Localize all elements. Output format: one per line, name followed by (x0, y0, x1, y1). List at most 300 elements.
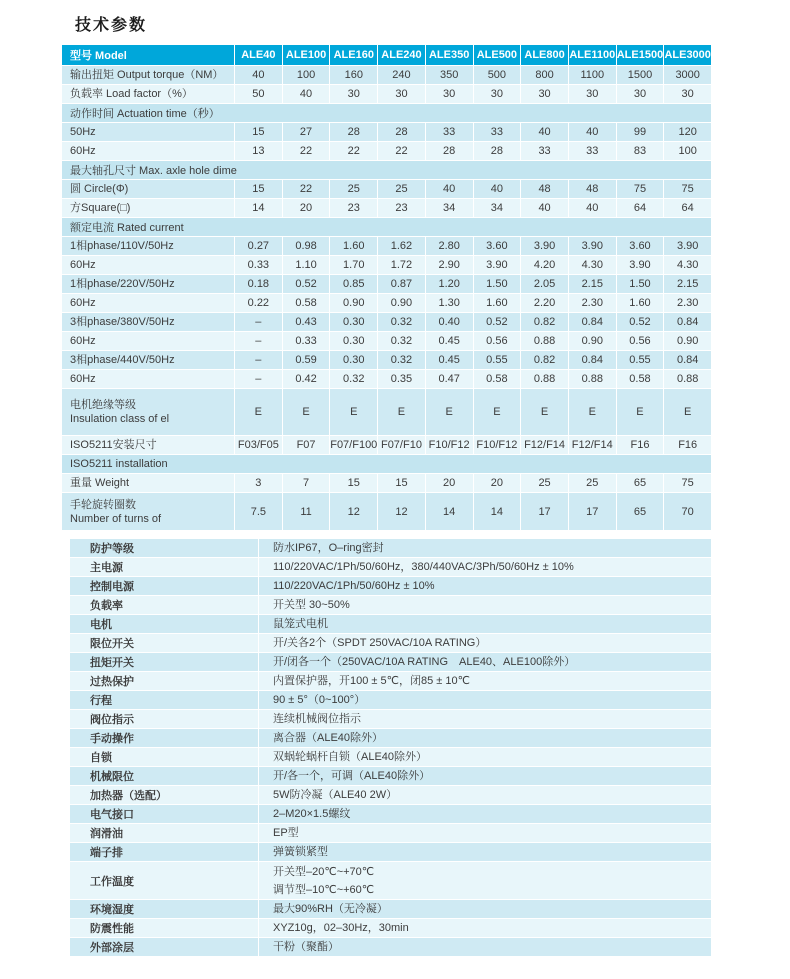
spec-cell-value: 33 (473, 123, 521, 141)
spec-cell-value: 28 (425, 142, 473, 160)
detail-row (70, 672, 711, 691)
spec-cell-value: 500 (473, 66, 521, 84)
detail-row-label: 环境湿度 (90, 904, 134, 916)
spec-cell-value: 27 (282, 123, 330, 141)
spec-row-label (62, 180, 234, 198)
spec-cell-value: E (425, 389, 473, 435)
spec-cell-value: 40 (473, 180, 521, 198)
spec-row-label (62, 237, 234, 255)
spec-cell-value: 40 (520, 123, 568, 141)
spec-cell-value: 40 (282, 85, 330, 103)
detail-row-label: 限位开关 (90, 638, 134, 650)
spec-cell-value: 15 (234, 180, 282, 198)
spec-cell-value: 0.58 (473, 370, 521, 388)
detail-row-value (258, 577, 711, 595)
page-title: 技术参数 (75, 17, 148, 34)
detail-row-value (258, 805, 711, 823)
spec-cell-value: 15 (234, 123, 282, 141)
detail-row-value (258, 691, 711, 709)
spec-cell-value: 0.33 (234, 256, 282, 274)
spec-data-row (62, 199, 711, 218)
spec-cell-value: 30 (377, 85, 425, 103)
spec-section-label: ISO5211 installation (70, 458, 168, 470)
detail-value-line1: 开/关各2个（SPDT 250VAC/10A RATING） (273, 637, 487, 649)
detail-row-label: 机械限位 (90, 771, 134, 783)
spec-row-label-line1: 方Square(□) (70, 202, 131, 214)
spec-cell-value: 25 (568, 474, 616, 492)
spec-cell-value: 0.84 (663, 351, 711, 369)
spec-cell-value: 7.5 (234, 493, 282, 530)
spec-row-label-line1: 1相phase/220V/50Hz (70, 278, 175, 290)
detail-row-label: 防震性能 (90, 923, 134, 935)
spec-row-label-line1: 1相phase/110V/50Hz (70, 240, 174, 252)
spec-header-model: ALE3000 (663, 45, 711, 65)
spec-cell-value: E (520, 389, 568, 435)
detail-value-line1: 最大90%RH（无冷凝） (273, 903, 388, 915)
detail-row-value (258, 596, 711, 614)
spec-cell-value: 64 (663, 199, 711, 217)
spec-cell-value: 120 (663, 123, 711, 141)
detail-row-value (258, 615, 711, 633)
detail-value-line1: 鼠笼式电机 (273, 618, 328, 630)
spec-section-label: 额定电流 Rated current (70, 222, 184, 234)
detail-row-label: 防护等级 (90, 543, 134, 555)
detail-value-line1: 防水IP67，O–ring密封 (273, 542, 384, 554)
detail-row-value (258, 824, 711, 842)
spec-cell-value: 3.60 (616, 237, 664, 255)
spec-row-label (62, 123, 234, 141)
detail-row (70, 596, 711, 615)
spec-cell-value: 15 (329, 474, 377, 492)
spec-data-row (62, 370, 711, 389)
spec-cell-value: 100 (663, 142, 711, 160)
spec-cell-value: 0.52 (473, 313, 521, 331)
detail-value-line1: EP型 (273, 827, 299, 839)
spec-cell-value: 0.35 (377, 370, 425, 388)
spec-cell-value: 1100 (568, 66, 616, 84)
detail-row (70, 767, 711, 786)
spec-row-label-line1: 手轮旋转圈数 (70, 498, 136, 511)
detail-row-value (258, 900, 711, 918)
detail-value-line1: 干粉（聚酯） (273, 941, 339, 953)
spec-cell-value: 0.32 (377, 313, 425, 331)
spec-cell-value: – (234, 313, 282, 331)
spec-row-label-line1: 3相phase/440V/50Hz (70, 354, 175, 366)
spec-header-model: ALE40 (234, 45, 282, 65)
spec-data-row (62, 313, 711, 332)
spec-cell-value: 83 (616, 142, 664, 160)
spec-cell-value: 0.90 (329, 294, 377, 312)
detail-row-label: 电机 (90, 619, 112, 631)
spec-cell-value: E (377, 389, 425, 435)
spec-data-row (62, 85, 711, 104)
detail-row-label: 行程 (90, 695, 112, 707)
spec-cell-value: 30 (568, 85, 616, 103)
spec-cell-value: 64 (616, 199, 664, 217)
detail-row (70, 919, 711, 938)
spec-cell-value: 2.30 (663, 294, 711, 312)
spec-cell-value: 48 (520, 180, 568, 198)
spec-row-label-line1: 圆 Circle(Φ) (70, 183, 129, 195)
spec-section-label: 最大轴孔尺寸 Max. axle hole dime (70, 165, 237, 177)
spec-cell-value: E (568, 389, 616, 435)
spec-row-label (62, 199, 234, 217)
spec-cell-value: 1.62 (377, 237, 425, 255)
spec-cell-value: 0.88 (520, 332, 568, 350)
spec-row-label (62, 256, 234, 274)
spec-cell-value: 0.98 (282, 237, 330, 255)
detail-row-label: 自锁 (90, 752, 112, 764)
spec-cell-value: – (234, 351, 282, 369)
detail-row-label: 电气接口 (90, 809, 134, 821)
detail-row-value (258, 862, 711, 899)
spec-cell-value: 1.60 (329, 237, 377, 255)
spec-cell-value: 40 (568, 199, 616, 217)
spec-cell-value: 22 (329, 142, 377, 160)
spec-cell-value: E (329, 389, 377, 435)
spec-cell-value: 25 (329, 180, 377, 198)
spec-cell-value: 30 (329, 85, 377, 103)
detail-row-label: 端子排 (90, 847, 123, 859)
spec-row-label-line1: 重量 Weight (70, 477, 130, 489)
spec-cell-value: 0.47 (425, 370, 473, 388)
detail-row-label: 工作温度 (90, 875, 134, 888)
spec-cell-value: 0.82 (520, 351, 568, 369)
spec-data-row (62, 294, 711, 313)
detail-value-line2: 调节型–10℃~+60℃ (273, 883, 375, 896)
spec-cell-value: 1.20 (425, 275, 473, 293)
detail-row-label: 加热器（选配） (90, 790, 167, 802)
spec-cell-value: 0.88 (520, 370, 568, 388)
spec-cell-value: 0.40 (425, 313, 473, 331)
spec-cell-value: 0.22 (234, 294, 282, 312)
spec-cell-value: 22 (282, 180, 330, 198)
spec-data-row (62, 332, 711, 351)
spec-cell-value: 350 (425, 66, 473, 84)
spec-cell-value: 3.90 (616, 256, 664, 274)
spec-cell-value: 0.18 (234, 275, 282, 293)
spec-data-row (62, 351, 711, 370)
spec-cell-value: 30 (663, 85, 711, 103)
spec-cell-value: 2.30 (568, 294, 616, 312)
spec-cell-value: 48 (568, 180, 616, 198)
detail-row-value (258, 729, 711, 747)
spec-cell-value: 14 (473, 493, 521, 530)
spec-cell-value: 3 (234, 474, 282, 492)
spec-cell-value: F07 (282, 436, 330, 454)
spec-cell-value: 3.90 (568, 237, 616, 255)
spec-cell-value: 0.85 (329, 275, 377, 293)
spec-cell-value: 12 (377, 493, 425, 530)
spec-cell-value: 1.50 (473, 275, 521, 293)
spec-cell-value: 40 (568, 123, 616, 141)
spec-row-label (62, 294, 234, 312)
spec-row-label (62, 85, 234, 103)
detail-row-label: 外部涂层 (90, 942, 134, 954)
detail-row (70, 710, 711, 729)
spec-row-label (62, 474, 234, 492)
spec-header-model: ALE500 (473, 45, 521, 65)
spec-data-row (62, 493, 711, 531)
spec-cell-value: 0.30 (329, 332, 377, 350)
spec-cell-value: 22 (282, 142, 330, 160)
spec-row-label (62, 313, 234, 331)
detail-row-value (258, 843, 711, 861)
spec-cell-value: 65 (616, 474, 664, 492)
spec-cell-value: F07/F10 (377, 436, 425, 454)
spec-cell-value: 0.55 (616, 351, 664, 369)
spec-sheet-page (0, 12, 790, 957)
detail-row (70, 805, 711, 824)
detail-value-line1: 双蜗轮蜗杆自锁（ALE40除外） (273, 751, 428, 763)
detail-spec-table (70, 539, 711, 957)
spec-cell-value: 33 (425, 123, 473, 141)
detail-row (70, 558, 711, 577)
detail-row (70, 786, 711, 805)
detail-value-line1: 5W防冷凝（ALE40 2W） (273, 789, 398, 801)
spec-cell-value: E (282, 389, 330, 435)
spec-cell-value: 99 (616, 123, 664, 141)
spec-cell-value: E (234, 389, 282, 435)
detail-row (70, 539, 711, 558)
spec-section-row (62, 218, 711, 237)
spec-cell-value: 0.32 (329, 370, 377, 388)
spec-cell-value: 1.30 (425, 294, 473, 312)
spec-section-row (62, 104, 711, 123)
detail-value-line1: 离合器（ALE40除外） (273, 732, 384, 744)
spec-cell-value: 240 (377, 66, 425, 84)
spec-cell-value: 0.52 (282, 275, 330, 293)
spec-cell-value: 0.30 (329, 313, 377, 331)
detail-value-line1: 110/220VAC/1Ph/50/60Hz，380/440VAC/3Ph/50/60Hz ± 10% (273, 561, 574, 573)
spec-cell-value: 0.88 (663, 370, 711, 388)
detail-row-value (258, 710, 711, 728)
spec-cell-value: 14 (425, 493, 473, 530)
spec-cell-value: – (234, 332, 282, 350)
spec-cell-value: 34 (473, 199, 521, 217)
spec-header-model: ALE100 (282, 45, 330, 65)
spec-cell-value: 0.88 (568, 370, 616, 388)
spec-cell-value: F12/F14 (568, 436, 616, 454)
detail-value-line1: 开/闭各一个（250VAC/10A RATING ALE40、ALE100除外） (273, 656, 576, 668)
spec-cell-value: 2.80 (425, 237, 473, 255)
spec-cell-value: 4.20 (520, 256, 568, 274)
spec-cell-value: 33 (520, 142, 568, 160)
spec-cell-value: 11 (282, 493, 330, 530)
spec-cell-value: 30 (425, 85, 473, 103)
spec-cell-value: 0.90 (568, 332, 616, 350)
spec-cell-value: 1500 (616, 66, 664, 84)
detail-row (70, 615, 711, 634)
spec-cell-value: 100 (282, 66, 330, 84)
spec-row-label-line2: Insulation class of el (70, 413, 170, 425)
detail-value-line1: 内置保护器，开100 ± 5℃，闭85 ± 10℃ (273, 675, 470, 687)
spec-row-label (62, 389, 234, 435)
detail-value-line1: 开关型–20℃~+70℃ (273, 865, 375, 878)
spec-cell-value: 22 (377, 142, 425, 160)
spec-row-label-line1: 输出扭矩 Output torque（NM） (70, 69, 224, 81)
spec-cell-value: 14 (234, 199, 282, 217)
detail-row-label: 手动操作 (90, 733, 134, 745)
spec-cell-value: 28 (329, 123, 377, 141)
detail-value-line1: 90 ± 5°（0~100°） (273, 694, 366, 706)
spec-cell-value: 3.90 (473, 256, 521, 274)
detail-row (70, 729, 711, 748)
detail-value-line1: 连续机械阀位指示 (273, 713, 361, 725)
spec-cell-value: 50 (234, 85, 282, 103)
spec-cell-value: 1.10 (282, 256, 330, 274)
spec-cell-value: 0.52 (616, 313, 664, 331)
spec-row-label (62, 275, 234, 293)
spec-section-label: 动作时间 Actuation time（秒） (70, 108, 220, 120)
spec-cell-value: F16 (663, 436, 711, 454)
spec-cell-value: 0.84 (568, 313, 616, 331)
spec-cell-value: 1.60 (473, 294, 521, 312)
detail-row (70, 691, 711, 710)
spec-cell-value: 3000 (663, 66, 711, 84)
spec-cell-value: 3.60 (473, 237, 521, 255)
spec-row-label-line1: 60Hz (70, 259, 96, 271)
spec-cell-value: 1.70 (329, 256, 377, 274)
detail-row-value (258, 767, 711, 785)
spec-cell-value: F10/F12 (473, 436, 521, 454)
spec-cell-value: F07/F100 (329, 436, 377, 454)
spec-cell-value: 0.30 (329, 351, 377, 369)
spec-data-row (62, 389, 711, 436)
spec-cell-value: 0.32 (377, 332, 425, 350)
spec-cell-value: 160 (329, 66, 377, 84)
detail-row (70, 900, 711, 919)
spec-cell-value: 28 (377, 123, 425, 141)
spec-cell-value: 20 (425, 474, 473, 492)
spec-cell-value: F12/F14 (520, 436, 568, 454)
detail-row-value (258, 672, 711, 690)
spec-cell-value: 65 (616, 493, 664, 530)
detail-row (70, 862, 711, 900)
spec-section-row (62, 161, 711, 180)
spec-cell-value: 40 (234, 66, 282, 84)
spec-cell-value: 23 (329, 199, 377, 217)
detail-row (70, 634, 711, 653)
spec-cell-value: 23 (377, 199, 425, 217)
detail-row-value (258, 634, 711, 652)
spec-header-model: ALE160 (329, 45, 377, 65)
spec-row-label-line1: 60Hz (70, 373, 96, 385)
detail-row (70, 938, 711, 957)
spec-row-label (62, 370, 234, 388)
spec-cell-value: E (473, 389, 521, 435)
detail-row-label: 控制电源 (90, 581, 134, 593)
detail-row (70, 843, 711, 862)
spec-cell-value: 70 (663, 493, 711, 530)
spec-cell-value: 0.42 (282, 370, 330, 388)
spec-cell-value: 0.56 (473, 332, 521, 350)
spec-cell-value: E (663, 389, 711, 435)
spec-data-row (62, 237, 711, 256)
spec-cell-value: 0.45 (425, 332, 473, 350)
spec-row-label-line1: ISO5211安装尺寸 (70, 439, 157, 451)
spec-cell-value: F16 (616, 436, 664, 454)
spec-cell-value: 0.90 (663, 332, 711, 350)
spec-cell-value: 0.33 (282, 332, 330, 350)
spec-cell-value: 1.72 (377, 256, 425, 274)
detail-row-value (258, 748, 711, 766)
spec-header-row (62, 45, 711, 66)
spec-cell-value: 3.90 (663, 237, 711, 255)
spec-header-model: ALE1500 (616, 45, 664, 65)
spec-row-label-line1: 电机绝缘等级 (70, 399, 136, 411)
spec-cell-value: 0.58 (282, 294, 330, 312)
spec-cell-value: 2.20 (520, 294, 568, 312)
spec-row-label (62, 351, 234, 369)
spec-cell-value: 28 (473, 142, 521, 160)
spec-row-label (62, 493, 234, 530)
spec-row-label-line1: 负载率 Load factor（%） (70, 88, 193, 100)
spec-cell-value: 0.56 (616, 332, 664, 350)
spec-cell-value: 4.30 (568, 256, 616, 274)
spec-header-model: ALE350 (425, 45, 473, 65)
spec-data-row (62, 180, 711, 199)
spec-data-row (62, 275, 711, 294)
detail-row (70, 824, 711, 843)
spec-data-row (62, 66, 711, 85)
spec-cell-value: 25 (520, 474, 568, 492)
spec-cell-value: 20 (282, 199, 330, 217)
spec-cell-value: 0.43 (282, 313, 330, 331)
spec-cell-value: 30 (616, 85, 664, 103)
spec-cell-value: 17 (520, 493, 568, 530)
spec-cell-value: F10/F12 (425, 436, 473, 454)
detail-row (70, 577, 711, 596)
spec-data-row (62, 256, 711, 275)
detail-value-line1: 开关型 30~50% (273, 599, 350, 611)
spec-data-row (62, 142, 711, 161)
detail-row-label: 负载率 (90, 600, 123, 612)
spec-cell-value: 0.90 (377, 294, 425, 312)
spec-row-label-line1: 50Hz (70, 126, 96, 138)
detail-value-line1: 110/220VAC/1Ph/50/60Hz ± 10% (273, 580, 435, 592)
spec-row-label-line2: Number of turns of (70, 512, 162, 525)
spec-cell-value: 0.82 (520, 313, 568, 331)
spec-cell-value: 0.59 (282, 351, 330, 369)
spec-cell-value: 17 (568, 493, 616, 530)
detail-row-label: 润滑油 (90, 828, 123, 840)
spec-cell-value: 0.45 (425, 351, 473, 369)
spec-cell-value: 2.15 (663, 275, 711, 293)
spec-cell-value: 0.84 (568, 351, 616, 369)
spec-data-row (62, 474, 711, 493)
spec-cell-value: 13 (234, 142, 282, 160)
spec-cell-value: 40 (520, 199, 568, 217)
spec-cell-value: 75 (663, 180, 711, 198)
detail-row-value (258, 653, 711, 671)
spec-cell-value: 1.60 (616, 294, 664, 312)
detail-row-value (258, 558, 711, 576)
spec-row-label (62, 436, 234, 454)
spec-cell-value: 0.55 (473, 351, 521, 369)
spec-cell-value: 2.15 (568, 275, 616, 293)
spec-cell-value: 0.27 (234, 237, 282, 255)
spec-cell-value: 12 (329, 493, 377, 530)
detail-row-label: 扭矩开关 (90, 657, 134, 669)
spec-cell-value: 4.30 (663, 256, 711, 274)
spec-data-row (62, 123, 711, 142)
spec-cell-value: 2.05 (520, 275, 568, 293)
detail-row (70, 748, 711, 767)
spec-section-row (62, 455, 711, 474)
spec-cell-value: 0.87 (377, 275, 425, 293)
spec-cell-value: – (234, 370, 282, 388)
